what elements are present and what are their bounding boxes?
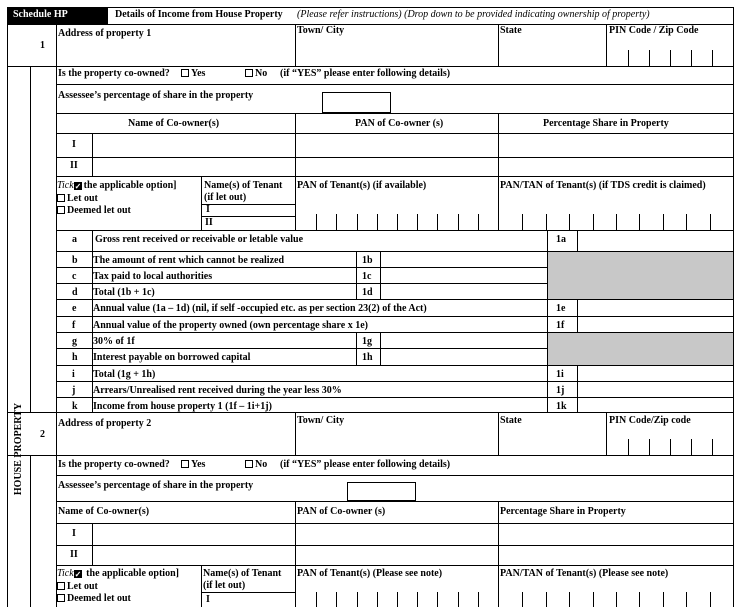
line-amount-input[interactable]: [381, 252, 547, 267]
char-box-divider: [397, 214, 398, 230]
char-box-divider: [377, 592, 378, 607]
frame-left: [7, 7, 8, 607]
address-input[interactable]: [56, 38, 295, 66]
line-letter: i: [72, 369, 75, 380]
tenant-pan-label: PAN of Tenant(s) (if available): [297, 180, 427, 191]
char-box-divider: [593, 592, 594, 607]
coowned-hint: (if “YES” please enter following details): [280, 68, 451, 79]
char-box-divider: [417, 592, 418, 607]
col-coowner-share: Percentage Share in Property: [543, 118, 669, 129]
char-box-divider: [710, 214, 711, 230]
char-box-divider: [593, 214, 594, 230]
line-code: 1b: [362, 255, 373, 266]
coowned-yes[interactable]: [181, 459, 205, 471]
line-description: Interest payable on borrowed capital: [93, 352, 251, 363]
char-box-divider: [569, 592, 570, 607]
char-box-divider: [686, 214, 687, 230]
schedule-label-badge: [7, 7, 108, 24]
tenant-row-label: I: [206, 594, 210, 605]
line-letter: g: [72, 336, 77, 347]
tenant-name-label: Name(s) of Tenant: [204, 180, 283, 191]
coowner-name-input[interactable]: [93, 158, 295, 176]
col-coowner-share: Percentage Share in Property: [500, 506, 626, 517]
line-description: Annual value (1a – 1d) (nil, if self -occupied etc. as per section 23(2) of the Act): [93, 303, 427, 314]
line-letter: e: [72, 303, 77, 314]
char-box-divider: [649, 439, 650, 455]
pin-label: PIN Code / Zip Code: [609, 25, 699, 36]
line-description: Gross rent received or receivable or letable value: [95, 234, 304, 245]
line-description: Tax paid to local authorities: [93, 271, 213, 282]
char-box-divider: [377, 214, 378, 230]
char-box-divider: [691, 439, 692, 455]
col-coowner-name: Name of Co-owner(s): [58, 506, 150, 517]
char-box-divider: [316, 592, 317, 607]
line-code: 1e: [556, 303, 566, 314]
char-box-divider: [478, 214, 479, 230]
state-label: State: [500, 25, 522, 36]
town-label: Town/ City: [297, 415, 345, 426]
yes-label: Yes: [191, 459, 206, 470]
line-description: Arrears/Unrealised rent received during the year less 30%: [93, 385, 342, 396]
row-label: II: [70, 160, 78, 171]
tenant-tan-label: PAN/TAN of Tenant(s) (if TDS credit is claimed): [500, 180, 706, 191]
option-deemed-let-out[interactable]: [57, 593, 131, 605]
char-box-divider: [649, 50, 650, 66]
checked-box-icon: ✓: [74, 182, 82, 191]
address-input[interactable]: [56, 430, 295, 455]
tick-prefix: Tick: [57, 180, 74, 191]
char-box-divider: [357, 592, 358, 607]
char-box-divider: [616, 592, 617, 607]
row-label: I: [72, 528, 76, 539]
deemed-let-out-label: Deemed let out: [67, 593, 131, 604]
col-coowner-pan: PAN of Co-owner (s): [297, 506, 386, 517]
let-out-label: Let out: [67, 581, 98, 592]
line-amount-input[interactable]: [381, 268, 547, 283]
line-description: Annual value of the property owned (own percentage share x 1e): [93, 320, 368, 331]
coowner-name-input[interactable]: [93, 524, 295, 545]
coowner-pan-input[interactable]: [296, 524, 498, 545]
char-box-divider: [670, 439, 671, 455]
option-let-out[interactable]: [57, 581, 98, 593]
schedule-label: Schedule HP: [13, 9, 68, 20]
coowner-pan-input[interactable]: [296, 158, 498, 176]
char-box-divider: [663, 592, 664, 607]
line-letter: b: [72, 255, 78, 266]
line-code: 1i: [556, 369, 564, 380]
line-code: 1a: [556, 234, 566, 245]
coowner-name-input[interactable]: [93, 546, 295, 565]
line-letter: k: [72, 401, 78, 412]
line-letter: a: [72, 234, 77, 245]
char-box-divider: [546, 214, 547, 230]
option-deemed-let-out[interactable]: [57, 205, 131, 217]
char-box-divider: [417, 214, 418, 230]
tenant-name-sublabel: (if let out): [204, 192, 247, 203]
line-code: 1k: [556, 401, 567, 412]
coowned-question: Is the property co-owned?: [58, 68, 170, 79]
char-box-divider: [522, 592, 523, 607]
schedule-note: (Please refer instructions) (Drop down to be provided indicating ownership of property): [297, 9, 650, 20]
pin-input[interactable]: [607, 44, 733, 66]
tenant-name-input[interactable]: [215, 593, 295, 607]
tick-suffix: the applicable option]: [83, 180, 177, 191]
side-col-line: [30, 66, 31, 412]
let-out-label: Let out: [67, 193, 98, 204]
deemed-let-out-label: Deemed let out: [67, 205, 131, 216]
line-code: 1j: [556, 385, 565, 396]
char-box-divider: [639, 214, 640, 230]
property-number: 1: [40, 40, 45, 51]
char-box-divider: [458, 214, 459, 230]
row-label: I: [72, 139, 76, 150]
coowner-pan-input[interactable]: [296, 546, 498, 565]
town-label: Town/ City: [297, 25, 345, 36]
col-coowner-pan: PAN of Co-owner (s): [355, 118, 444, 129]
line-letter: f: [72, 320, 76, 331]
char-box-divider: [686, 592, 687, 607]
char-box-divider: [712, 439, 713, 455]
side-label: HOUSE PROPERTY: [13, 402, 24, 496]
pin-label: PIN Code/Zip code: [609, 415, 691, 426]
line-amount-input[interactable]: [578, 317, 733, 332]
tenant-pan-input[interactable]: [296, 204, 498, 230]
checkbox-icon[interactable]: [57, 194, 65, 202]
coowner-share-input[interactable]: [499, 134, 733, 157]
line-amount-input[interactable]: [381, 284, 547, 299]
line-letter: j: [72, 385, 76, 396]
tenant-pan-label: PAN of Tenant(s) (Please see note): [297, 568, 443, 579]
col-coowner-name: Name of Co-owner(s): [128, 118, 220, 129]
coowner-pan-input[interactable]: [296, 134, 498, 157]
char-box-divider: [336, 214, 337, 230]
town-input[interactable]: [296, 430, 498, 455]
coowner-share-input[interactable]: [499, 158, 733, 176]
pin-input[interactable]: [607, 433, 733, 455]
line-description: 30% of 1f: [93, 336, 135, 347]
coowner-share-input[interactable]: [499, 546, 733, 565]
char-box-divider: [546, 592, 547, 607]
share-input[interactable]: [322, 92, 391, 113]
char-box-divider: [663, 214, 664, 230]
char-box-divider: [316, 214, 317, 230]
share-label: Assessee’s percentage of share in the property: [58, 90, 254, 101]
coowned-hint: (if “YES” please enter following details): [280, 459, 451, 470]
char-box-divider: [357, 214, 358, 230]
line-code: 1d: [362, 287, 373, 298]
line-amount-input[interactable]: [578, 366, 733, 381]
side-col-line-2: [30, 455, 31, 607]
char-box-divider: [616, 214, 617, 230]
line-amount-input[interactable]: [381, 333, 547, 348]
char-box-divider: [336, 592, 337, 607]
tenant-tan-label: PAN/TAN of Tenant(s) (Please see note): [500, 568, 669, 579]
tenant-name-label: Name(s) of Tenant: [203, 568, 282, 579]
option-let-out[interactable]: [57, 193, 98, 205]
address-label: Address of property 1: [58, 28, 152, 39]
char-box-divider: [710, 592, 711, 607]
char-box-divider: [437, 214, 438, 230]
line-amount-input[interactable]: [578, 382, 733, 397]
yes-label: Yes: [191, 68, 206, 79]
tick-suffix: the applicable option]: [83, 568, 179, 579]
line-code: 1f: [556, 320, 565, 331]
checkbox-icon[interactable]: [245, 460, 253, 468]
line-amount-input[interactable]: [578, 300, 733, 315]
line-amount-input[interactable]: [381, 349, 547, 364]
checkbox-icon[interactable]: [245, 69, 253, 77]
num1-bottom: [7, 66, 56, 67]
state-input[interactable]: [499, 38, 606, 66]
coowner-share-input[interactable]: [499, 524, 733, 545]
coowner-name-input[interactable]: [93, 134, 295, 157]
tenant-row-label: I: [206, 204, 210, 215]
coowned-no[interactable]: [245, 459, 267, 471]
state-input[interactable]: [499, 430, 606, 455]
char-box-divider: [639, 592, 640, 607]
line-description: Income from house property 1 (1f – 1i+1j): [93, 401, 272, 412]
state-label: State: [500, 415, 522, 426]
no-label: No: [255, 459, 268, 470]
town-input[interactable]: [296, 38, 498, 66]
tenant-name-input[interactable]: [215, 205, 295, 216]
line-code: 1h: [362, 352, 373, 363]
line-description: Total (1b + 1c): [93, 287, 155, 298]
line-amount-input[interactable]: [578, 398, 733, 413]
checked-box-icon: ✓: [74, 570, 82, 579]
char-box-divider: [478, 592, 479, 607]
checkbox-icon[interactable]: [57, 582, 65, 590]
line-description: Total (1g + 1h): [93, 369, 156, 380]
tenant-name-input[interactable]: [215, 217, 295, 230]
checkbox-icon[interactable]: [57, 206, 65, 214]
schedule-title: Details of Income from House Property: [115, 9, 283, 20]
line-code: 1g: [362, 336, 372, 347]
char-box-divider: [670, 50, 671, 66]
tenant-row-label: II: [205, 217, 213, 228]
address-label: Address of property 2: [58, 418, 152, 429]
line-letter: c: [72, 271, 77, 282]
coowned-yes[interactable]: [181, 68, 205, 80]
line-code: 1c: [362, 271, 372, 282]
frame-top: [7, 7, 734, 8]
char-box-divider: [458, 592, 459, 607]
char-box-divider: [628, 50, 629, 66]
property-number: 2: [40, 429, 45, 440]
share-input[interactable]: [347, 482, 416, 501]
checkbox-icon[interactable]: [181, 460, 189, 468]
line-letter: d: [72, 287, 78, 298]
char-box-divider: [569, 214, 570, 230]
frame-right: [733, 7, 734, 607]
tick-instruction: [57, 568, 179, 580]
char-box-divider: [437, 592, 438, 607]
line-description: The amount of rent which cannot be realized: [93, 255, 285, 266]
line-amount-input[interactable]: [578, 231, 733, 246]
no-label: No: [255, 68, 268, 79]
row-label: II: [70, 549, 78, 560]
coowned-question: Is the property co-owned?: [58, 459, 170, 470]
tick-prefix: Tick: [57, 568, 74, 579]
share-label: Assessee’s percentage of share in the property: [58, 480, 254, 491]
char-box-divider: [691, 50, 692, 66]
side-label-cell: [9, 400, 27, 500]
tick-instruction: [57, 180, 176, 192]
tenant-tan-input[interactable]: [499, 204, 733, 230]
tenant-pan-input[interactable]: [296, 592, 498, 607]
tenant-tan-input[interactable]: [499, 592, 733, 607]
char-box-divider: [522, 214, 523, 230]
checkbox-icon[interactable]: [181, 69, 189, 77]
line-letter: h: [72, 352, 78, 363]
checkbox-icon[interactable]: [57, 594, 65, 602]
char-box-divider: [712, 50, 713, 66]
char-box-divider: [628, 439, 629, 455]
char-box-divider: [397, 592, 398, 607]
coowned-no[interactable]: [245, 68, 267, 80]
tenant-name-sublabel: (if let out): [203, 580, 246, 591]
